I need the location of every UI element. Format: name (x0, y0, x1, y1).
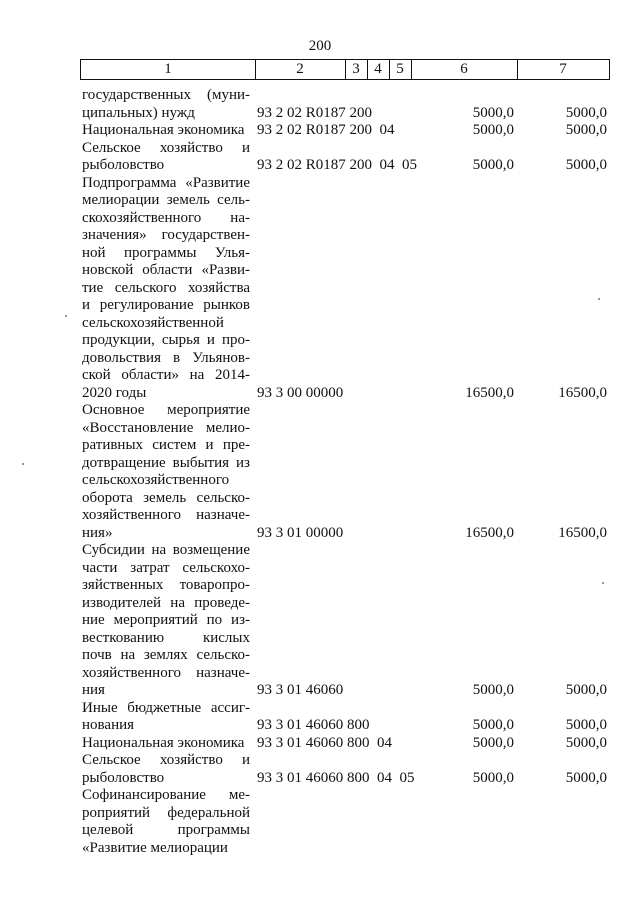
row-name (82, 542, 250, 700)
header-col-6: 6 (460, 61, 468, 77)
row-name-line: «Восстановление мелио- (82, 419, 250, 436)
row-name-line: мелиорации земель сель- (82, 192, 250, 208)
row-name-line: рыболовство (82, 157, 165, 173)
header-col-3: 3 (352, 61, 360, 77)
row-name-line: сельскохозяйственной (82, 314, 224, 331)
row-name-line: хозяйственного назначе- (82, 507, 250, 523)
row-name-line: Сельское хозяйство и (82, 139, 250, 156)
row-name-line: Национальная экономика (82, 122, 245, 138)
row-code: 93 2 02 R0187 200 04 (257, 122, 395, 138)
row-sum-col7: 5000,0 (565, 769, 607, 786)
row-sum-col7: 5000,0 (565, 734, 607, 751)
header-col-7: 7 (559, 61, 567, 77)
row-name-line: роприятий федеральной (82, 804, 250, 821)
row-name-line: целевой программы (82, 822, 250, 838)
row-name (82, 175, 250, 403)
row-name-line: государственных (муни- (82, 87, 250, 103)
row-name-line: весткованию кислых (82, 629, 250, 646)
header-col-2: 2 (296, 61, 304, 77)
row-sum-col7: 5000,0 (565, 682, 607, 698)
row-name-line: ципальных) нужд (82, 104, 195, 121)
row-sum-col6: 5000,0 (472, 122, 514, 138)
row-name (82, 402, 250, 542)
row-name (82, 87, 250, 122)
row-name-line: довольствия в Ульянов- (82, 349, 250, 366)
header-col-4: 4 (374, 61, 382, 77)
row-name-line: изводителей на проведе- (82, 594, 250, 611)
row-name-line: хозяйственного назначе- (82, 664, 250, 681)
row-code: 93 3 00 00000 (257, 384, 344, 401)
row-name-line: ния (82, 682, 105, 698)
row-name-line: скохозяйственного на- (82, 209, 250, 226)
row-sum-col6: 5000,0 (472, 734, 514, 751)
row-name-line: ской области» на 2014- (82, 367, 250, 383)
row-name-line: Иные бюджетные ассиг- (82, 699, 250, 716)
row-sum-col7: 5000,0 (565, 717, 607, 733)
row-sum-col7: 16500,0 (558, 384, 607, 401)
row-name-line: ние мероприятий по из- (82, 612, 250, 628)
row-name-line: дотвращение выбытия из (82, 454, 250, 471)
row-name-line: продукции, сырья и про- (82, 332, 250, 348)
row-name-line: почв на землях сельско- (82, 647, 250, 663)
row-name-line: Подпрограмма «Развитие (82, 174, 250, 191)
row-code: 93 3 01 46060 800 (257, 717, 370, 733)
row-name (82, 752, 250, 787)
row-name (82, 787, 250, 857)
scan-speck (65, 315, 67, 317)
row-name-line: новской области «Разви- (82, 262, 250, 278)
row-name-line: 2020 годы (82, 384, 147, 401)
row-name-line: оборота земель сельско- (82, 489, 250, 506)
row-sum-col7: 5000,0 (565, 104, 607, 121)
header-col-1: 1 (164, 61, 172, 77)
row-sum-col6: 16500,0 (465, 524, 514, 541)
row-sum-col6: 5000,0 (472, 769, 514, 786)
row-name-line: значения» государствен- (82, 227, 250, 243)
row-name-line: ния» (82, 524, 113, 541)
row-name-line: Сельское хозяйство и (82, 752, 250, 768)
row-name-line: рыболовство (82, 769, 165, 786)
row-sum-col6: 5000,0 (472, 717, 514, 733)
page-number: 200 (308, 38, 332, 54)
row-name-line: Софинансирование ме- (82, 787, 250, 803)
row-sum-col6: 5000,0 (472, 104, 514, 121)
row-sum-col6: 16500,0 (465, 384, 514, 401)
row-name-line: Субсидии на возмещение (82, 542, 250, 558)
row-name-line: части затрат сельскохо- (82, 559, 250, 576)
row-sum-col6: 5000,0 (472, 157, 514, 173)
row-name (82, 735, 250, 753)
row-sum-col7: 5000,0 (565, 122, 607, 138)
row-name-line: ративных систем и пре- (82, 437, 250, 453)
row-name-line: зяйственных товаропро- (82, 577, 250, 593)
row-code: 93 2 02 R0187 200 04 05 (257, 157, 418, 173)
scan-speck (22, 463, 24, 465)
row-name (82, 700, 250, 735)
row-name-line: сельскохозяйственного (82, 472, 230, 488)
row-code: 93 3 01 46060 (257, 682, 344, 698)
row-name (82, 140, 250, 175)
header-col-5: 5 (396, 61, 404, 77)
table-header (80, 59, 610, 80)
row-code: 93 3 01 00000 (257, 524, 344, 541)
scan-speck (598, 298, 600, 300)
row-name-line: и регулирование рынков (82, 297, 250, 313)
row-code: 93 2 02 R0187 200 (257, 104, 373, 121)
row-name-line: Основное мероприятие (82, 402, 250, 418)
row-name-line: тие сельского хозяйства (82, 279, 250, 296)
scan-speck (602, 582, 604, 584)
row-name-line: Национальная экономика (82, 734, 245, 751)
row-sum-col7: 5000,0 (565, 157, 607, 173)
row-code: 93 3 01 46060 800 04 (257, 734, 392, 751)
row-sum-col7: 16500,0 (558, 524, 607, 541)
row-code: 93 3 01 46060 800 04 05 (257, 769, 415, 786)
row-name-line: нования (82, 717, 135, 733)
row-name-line: ной программы Улья- (82, 244, 250, 261)
row-sum-col6: 5000,0 (472, 682, 514, 698)
row-name (82, 122, 250, 140)
row-name-line: «Развитие мелиорации (82, 839, 228, 856)
